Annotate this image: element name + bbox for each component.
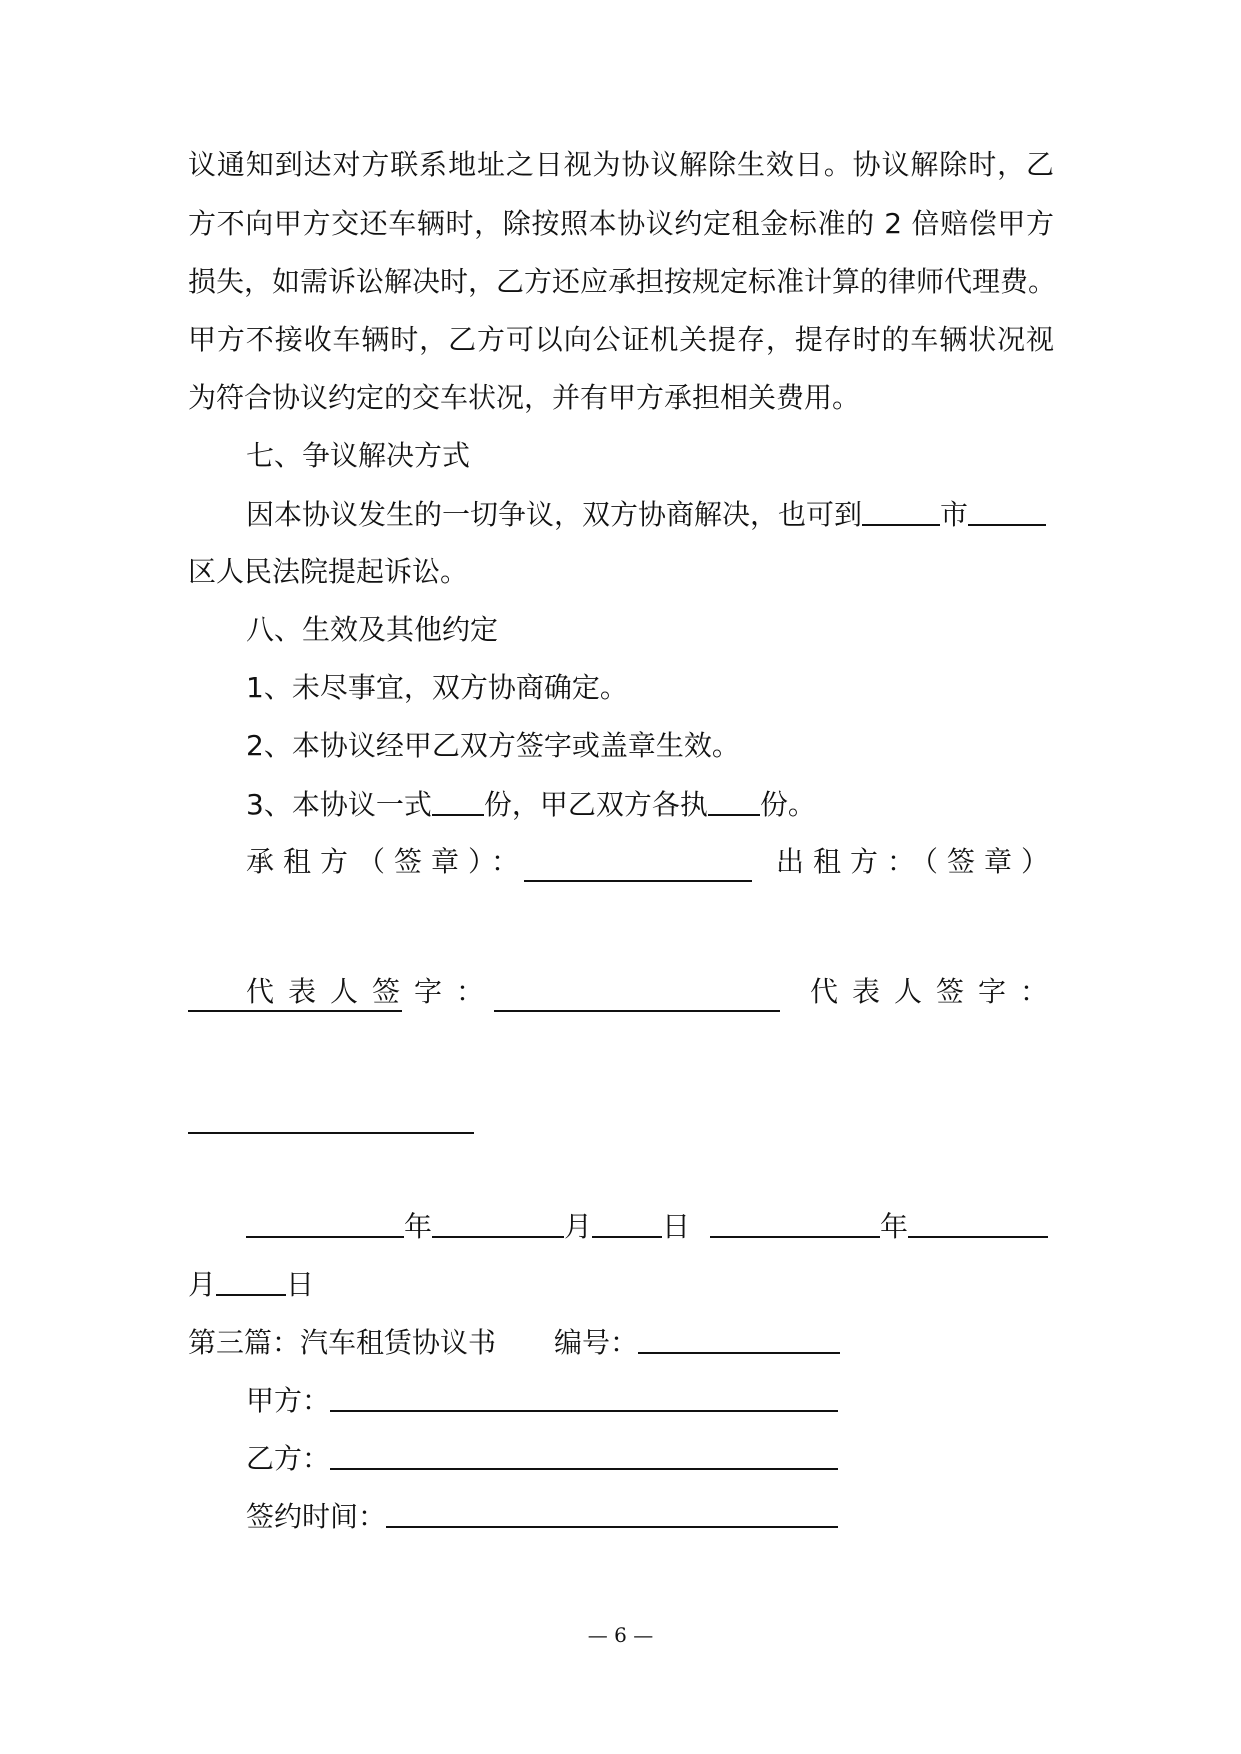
blank-line [710, 1206, 880, 1238]
list-item-text: 3、本协议一式 [246, 788, 432, 821]
blank-line [638, 1322, 840, 1354]
date-unit: 日 [286, 1268, 315, 1301]
blank-line [432, 784, 484, 816]
lessor-signature-label: 出租方：（签章） [776, 845, 1059, 878]
blank-line [968, 494, 1046, 526]
blank-line [188, 1102, 474, 1134]
blank-line [494, 980, 780, 1012]
party-a-label: 甲方： [246, 1384, 331, 1417]
date-unit: 月 [564, 1210, 593, 1243]
blank-line [592, 1206, 662, 1238]
section-heading: 七、争议解决方式 [246, 439, 471, 472]
blank-line [330, 1380, 838, 1412]
list-item: 1、未尽事宜，双方协商确定。 [246, 671, 628, 704]
blank-line [386, 1496, 838, 1528]
date-row [246, 1206, 1048, 1247]
list-item [246, 784, 816, 825]
paragraph-line: 议通知到达对方联系地址之日视为协议解除生效日。协议解除时，乙 [188, 148, 1054, 181]
party-b-label: 乙方： [246, 1442, 331, 1475]
date-unit: 年 [404, 1210, 433, 1243]
sign-time-row [246, 1496, 838, 1537]
rep-signature-label-2: 代表人签字： [810, 975, 1063, 1008]
date-unit: 月 [188, 1268, 217, 1301]
part-title-row [188, 1322, 840, 1363]
list-item: 2、本协议经甲乙双方签字或盖章生效。 [246, 729, 740, 762]
part-title: 第三篇：汽车租赁协议书 [188, 1326, 497, 1359]
blank-line [708, 784, 760, 816]
clause-text: 因本协议发生的一切争议，双方协商解决，也可到 [246, 498, 863, 531]
blank-line [432, 1206, 564, 1238]
date-row-continued [188, 1264, 314, 1305]
blank-line [524, 850, 752, 882]
lessee-signature-label: 承租方（签章）： [246, 845, 529, 878]
page-number: — 6 — [587, 1623, 654, 1647]
party-b-row [246, 1438, 838, 1479]
paragraph-line: 甲方不接收车辆时，乙方可以向公证机关提存，提存时的车辆状况视 [188, 323, 1054, 356]
blank-line [330, 1438, 838, 1470]
blank-line [908, 1206, 1048, 1238]
date-unit: 日 [662, 1210, 691, 1243]
date-unit: 年 [880, 1210, 909, 1243]
paragraph-line: 为符合协议约定的交车状况，并有甲方承担相关费用。 [188, 381, 861, 414]
signature-row [246, 842, 528, 882]
paragraph-line: 区人民法院提起诉讼。 [188, 555, 469, 588]
clause-text: 市 [940, 498, 969, 531]
list-item-text: 份。 [759, 788, 816, 821]
party-a-row [246, 1380, 838, 1421]
sign-time-label: 签约时间： [246, 1500, 387, 1533]
paragraph-line: 方不向甲方交还车辆时，除按照本协议约定租金标准的 2 倍赔偿甲方 [188, 207, 1054, 240]
rep-signature-label-1: 代表人签字： [246, 975, 499, 1008]
dispute-clause [246, 494, 1046, 535]
number-label: 编号： [554, 1326, 639, 1359]
section-heading: 八、生效及其他约定 [246, 613, 499, 646]
blank-line [862, 494, 940, 526]
paragraph-line: 损失，如需诉讼解决时，乙方还应承担按规定标准计算的律师代理费。 [188, 265, 1057, 298]
blank-line [216, 1264, 286, 1296]
blank-line [246, 1206, 404, 1238]
list-item-text: 份，甲乙双方各执 [483, 788, 708, 821]
